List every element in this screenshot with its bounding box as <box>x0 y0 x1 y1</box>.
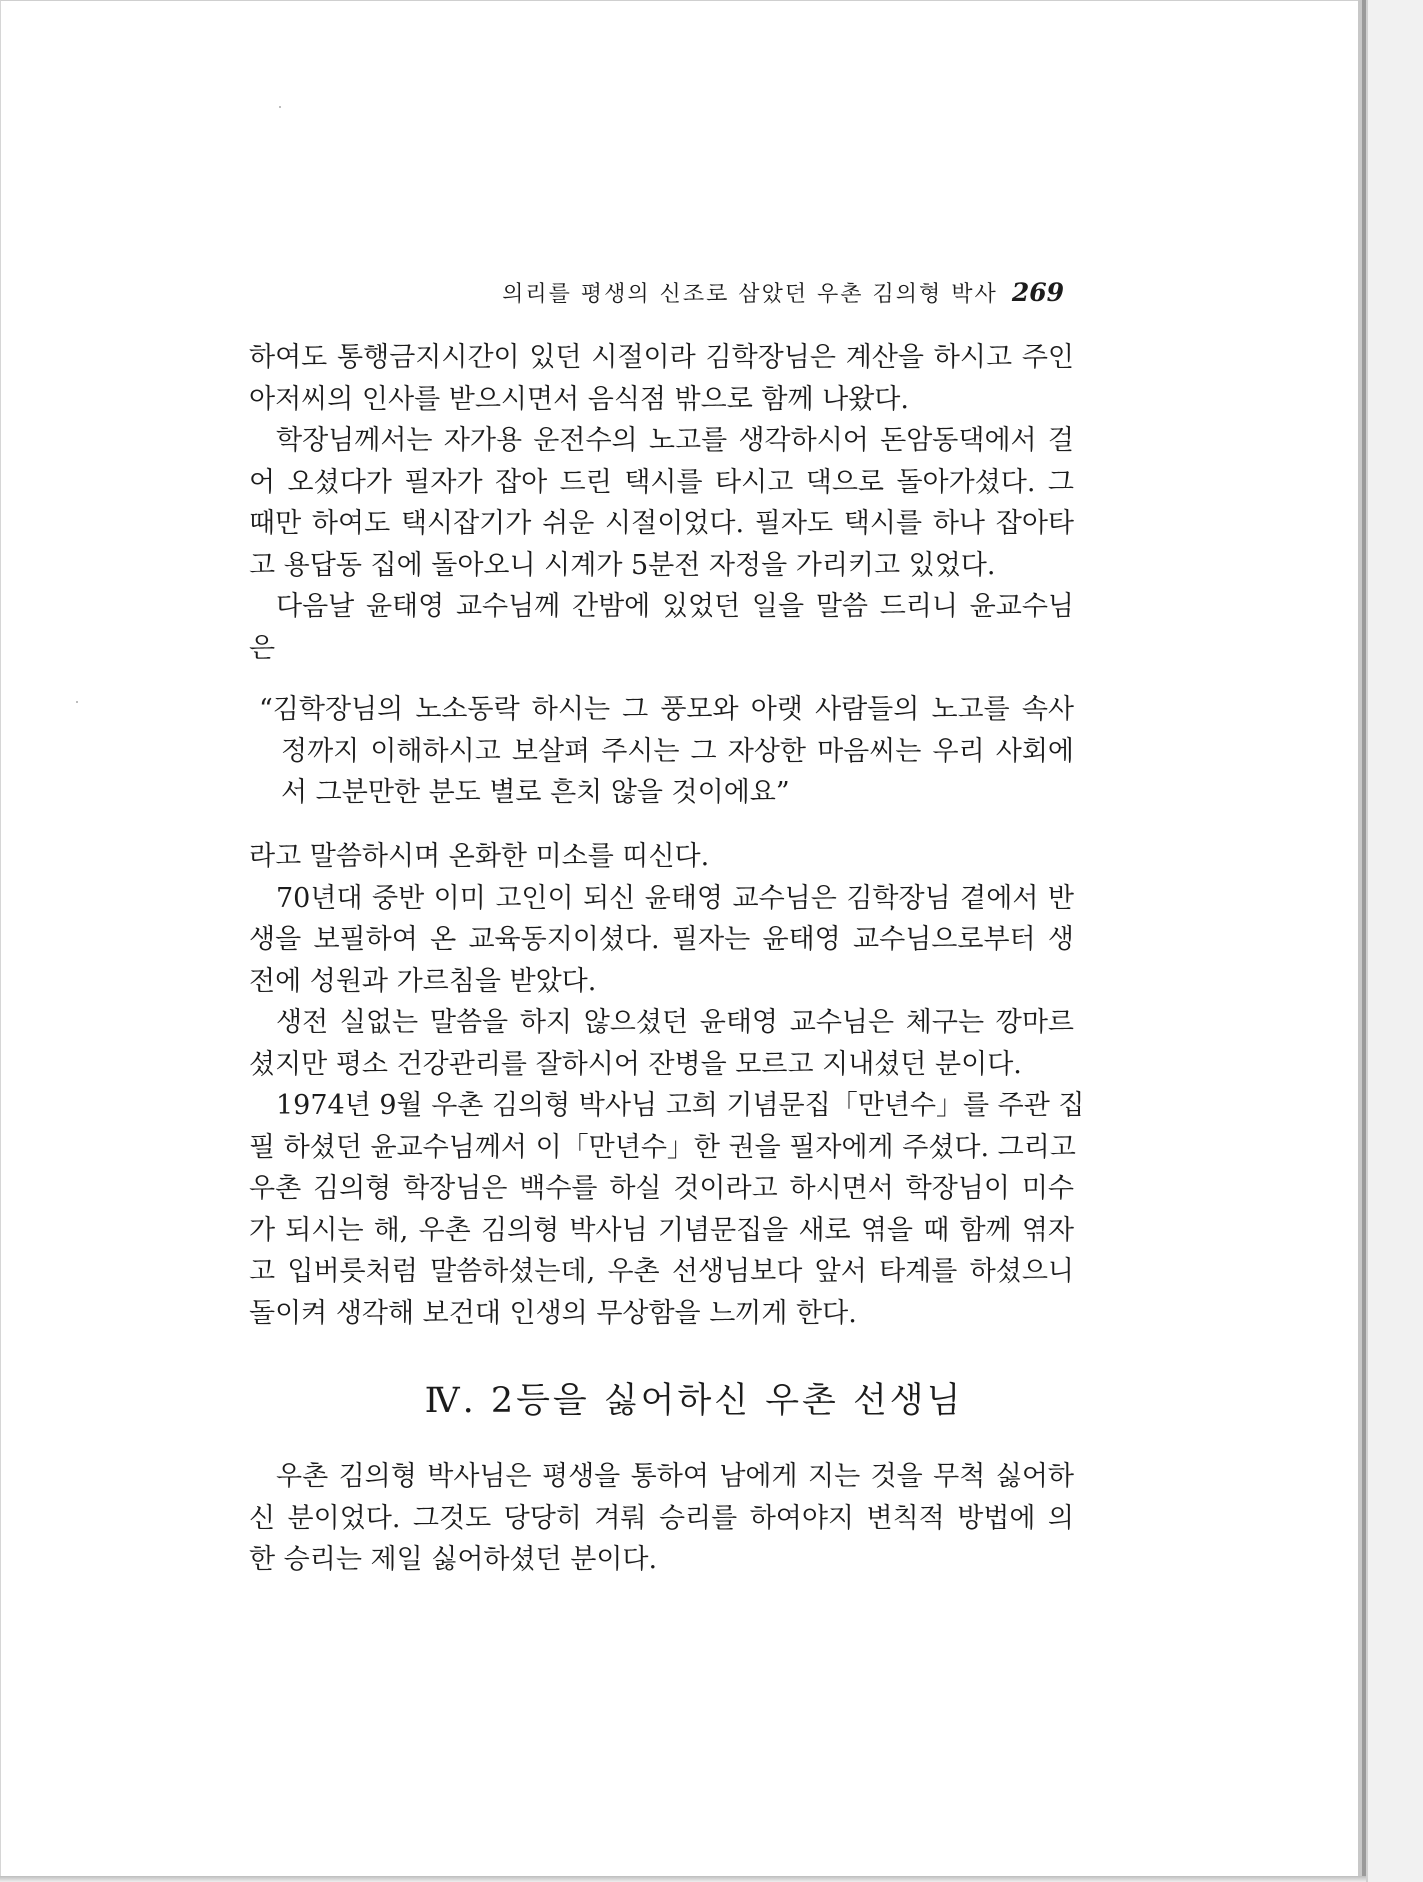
page-edge-bottom <box>0 1876 1366 1882</box>
scan-speck <box>279 106 281 108</box>
text-line: 은 <box>249 632 276 664</box>
paragraph-block-3 <box>249 1456 1074 1581</box>
text-line: 다음날 윤태영 교수님께 간밤에 있었던 일을 말씀 드리니 윤교수님 <box>276 591 1074 622</box>
quote-line: 정까지 이해하시고 보살펴 주시는 그 자상한 마음씨는 우리 사회에 <box>281 735 1074 767</box>
scan-speck <box>76 701 78 703</box>
running-head <box>502 277 1064 308</box>
section-heading: Ⅳ. 2등을 싫어하신 우촌 선생님 <box>424 1381 964 1421</box>
running-head-title: 의리를 평생의 신조로 삼았던 우촌 김의형 박사 <box>502 282 998 307</box>
paragraph-block-1 <box>249 337 1074 669</box>
text-line: 돌이켜 생각해 보건대 인생의 무상함을 느끼게 한다. <box>249 1297 857 1329</box>
viewer-background <box>1368 0 1423 1882</box>
text-line: 하여도 통행금지시간이 있던 시절이라 김학장님은 계산을 하시고 주인 <box>249 342 1074 373</box>
text-line: 한 승리는 제일 싫어하셨던 분이다. <box>249 1544 658 1575</box>
text-line: 가 되시는 해, 우촌 김의형 박사님 기념문집을 새로 엮을 때 함께 엮자 <box>249 1214 1074 1246</box>
text-line: 학장님께서는 자가용 운전수의 노고를 생각하시어 돈암동댁에서 걸 <box>276 425 1074 456</box>
text-line: 고 입버릇처럼 말씀하셨는데, 우촌 선생님보다 앞서 타계를 하셨으니 <box>249 1256 1074 1287</box>
text-line: 생을 보필하여 온 교육동지이셨다. 필자는 윤태영 교수님으로부터 생 <box>249 924 1074 955</box>
paragraph-block-2 <box>249 836 1085 1334</box>
quote-line: 서 그분만한 분도 별로 흔치 않을 것이에요” <box>281 777 790 808</box>
text-line: 전에 성원과 가르침을 받았다. <box>249 965 597 997</box>
text-line: 때만 하여도 택시잡기가 쉬운 시절이었다. 필자도 택시를 하나 잡아타 <box>249 508 1074 539</box>
text-line: 셨지만 평소 건강관리를 잘하시어 잔병을 모르고 지내셨던 분이다. <box>249 1048 1022 1080</box>
text-line: 필 하셨던 윤교수님께서 이「만년수」한 권을 필자에게 주셨다. 그리고 <box>249 1131 1076 1163</box>
text-line: 우촌 김의형 학장님은 백수를 하실 것이라고 하시면서 학장님이 미수 <box>249 1173 1074 1204</box>
text-line: 생전 실없는 말씀을 하지 않으셨던 윤태영 교수님은 체구는 깡마르 <box>276 1007 1074 1038</box>
text-line: 신 분이었다. 그것도 당당히 겨뤄 승리를 하여야지 변칙적 방법에 의 <box>249 1502 1074 1534</box>
text-line: 라고 말씀하시며 온화한 미소를 띠신다. <box>249 841 710 872</box>
text-line: 고 용답동 집에 돌아오니 시계가 5분전 자정을 가리키고 있었다. <box>249 549 996 581</box>
page-number: 269 <box>1011 278 1064 307</box>
quote-line: “김학장님의 노소동락 하시는 그 풍모와 아랫 사람들의 노고를 속사 <box>259 694 1074 725</box>
text-line: 우촌 김의형 박사님은 평생을 통하여 남에게 지는 것을 무척 싫어하 <box>276 1461 1074 1492</box>
quotation-block <box>259 689 1074 814</box>
text-line: 1974년 9월 우촌 김의형 박사님 고희 기념문집「만년수」를 주관 집 <box>276 1090 1085 1121</box>
text-line: 아저씨의 인사를 받으시면서 음식점 밖으로 함께 나왔다. <box>249 383 909 415</box>
text-line: 70년대 중반 이미 고인이 되신 윤태영 교수님은 김학장님 곁에서 반 <box>276 882 1074 914</box>
text-line: 어 오셨다가 필자가 잡아 드린 택시를 타시고 댁으로 돌아가셨다. 그 <box>249 466 1074 498</box>
